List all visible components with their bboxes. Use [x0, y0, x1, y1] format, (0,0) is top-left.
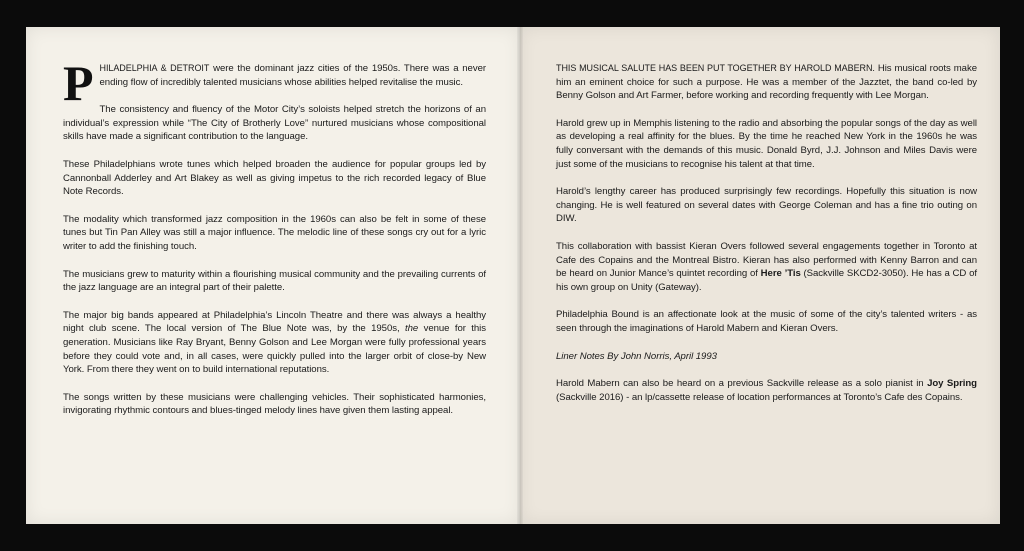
right-column-text [556, 62, 977, 418]
booklet-fold [517, 27, 523, 524]
album-title: Joy Spring [927, 378, 977, 390]
album-title: Here ’Tis [760, 268, 801, 280]
right-paragraph-1 [556, 62, 977, 103]
emphasis-text: the [405, 323, 419, 335]
left-paragraph-3: These Philadelphians wrote tunes which helped broaden the audience for popular groups led by Cannonball Adderley and Art Blakey as well as giving impetus to the rich recorded legacy of Blue Note Records. [63, 158, 486, 198]
right-paragraph-3: Harold’s lengthy career has produced surprisingly few recordings. Hopefully this situation is now changing. He is well featured on several dates with George Coleman and has a fine trio outing on DIW. [556, 186, 977, 225]
right-paragraph-2: Harold grew up in Memphis listening to the radio and absorbing the popular songs of the day as well as developing a real affinity for the blues. By the time he reached New York in the 1960s he was fully conversant with the demands of this music. Donald Byrd, J.J. Johnson and Miles Davis were just some of the musicians to recognise his talent at that time. [556, 117, 977, 170]
drop-cap: P [63, 55, 94, 111]
left-paragraph-6 [63, 309, 486, 377]
intro-small-caps: HILADELPHIA & DETROIT [99, 63, 210, 73]
left-column-text [63, 55, 487, 432]
paragraph-text: His musical roots make him an eminent choice for such a purpose. He was a member of the Jazztet, the band co-led by Benny Golson and Art Farmer, before working and recording frequently with Lee Morgan. [556, 63, 977, 102]
right-paragraph-5: Philadelphia Bound is an affectionate look at the music of some of the city’s talented writers - as seen through the imaginations of Harold Mabern and Kieran Overs. [556, 309, 977, 334]
left-paragraph-7: The songs written by these musicians were challenging vehicles. Their sophisticated harmonies, invigorating rhythmic contours and blues-tinged melody lines have given them lasting appeal. [63, 391, 486, 417]
paragraph-text: Harold Mabern can also be heard on a previous Sackville release as a solo pianist in [556, 378, 928, 390]
paragraph-text: This collaboration with bassist Kieran Overs followed several engagements together in Toronto at Cafe des Copains and the Montreal Bistro. Kieran has also performed with Kenny Barron and can be heard on Junior Mance’s quintet recording of [556, 240, 977, 280]
left-paragraph-1 [63, 55, 486, 111]
left-paragraph-2: The consistency and fluency of the Motor City’s soloists helped stretch the horizons of an individual’s expression while “The City of Brotherly Love” nurtured musicians whose compositional skills have made a significant contribution to the language. [63, 104, 486, 143]
liner-notes-credit: Liner Notes By John Norris, April 1993 [556, 350, 717, 362]
right-paragraph-4 [556, 240, 977, 294]
intro-small-caps: THIS MUSICAL SALUTE HAS BEEN PUT TOGETHER BY HAROLD MABERN. [556, 63, 875, 73]
paragraph-text: (Sackville SKCD2-3050). He has a CD of his own group on Unity (Gateway). [556, 268, 977, 293]
paragraph-text: (Sackville 2016) - an lp/cassette release of location performances at Toronto’s Cafe des Copains. [556, 391, 963, 403]
paragraph-text: venue for this generation. Musicians like Ray Bryant, Benny Golson and Lee Morgan were fully professional years before they could vote and, in all cases, were quickly pulled into the larger orbit of close-by New York. From there they went on to build international reputations. [63, 323, 487, 376]
left-paragraph-4: The modality which transformed jazz composition in the 1960s can also be felt in some of these tunes but Tin Pan Alley was still a major influence. The melodic line of these songs cry out for a lyric writer to add the finishing touch. [63, 213, 486, 252]
right-paragraph-6 [556, 377, 977, 404]
paragraph-text: The major big bands appeared at Philadelphia’s Lincoln Theatre and there was always a healthy night club scene. The local version of The Blue Note was, by the 1950s, [63, 309, 486, 335]
paragraph-text: were the dominant jazz cities of the 1950s. There was a never ending flow of incredibly talented musicians whose abilities helped revitalise the music. [99, 63, 486, 88]
left-paragraph-5: The musicians grew to maturity within a flourishing musical community and the prevailing currents of the jazz language are an integral part of their palette. [63, 268, 486, 294]
